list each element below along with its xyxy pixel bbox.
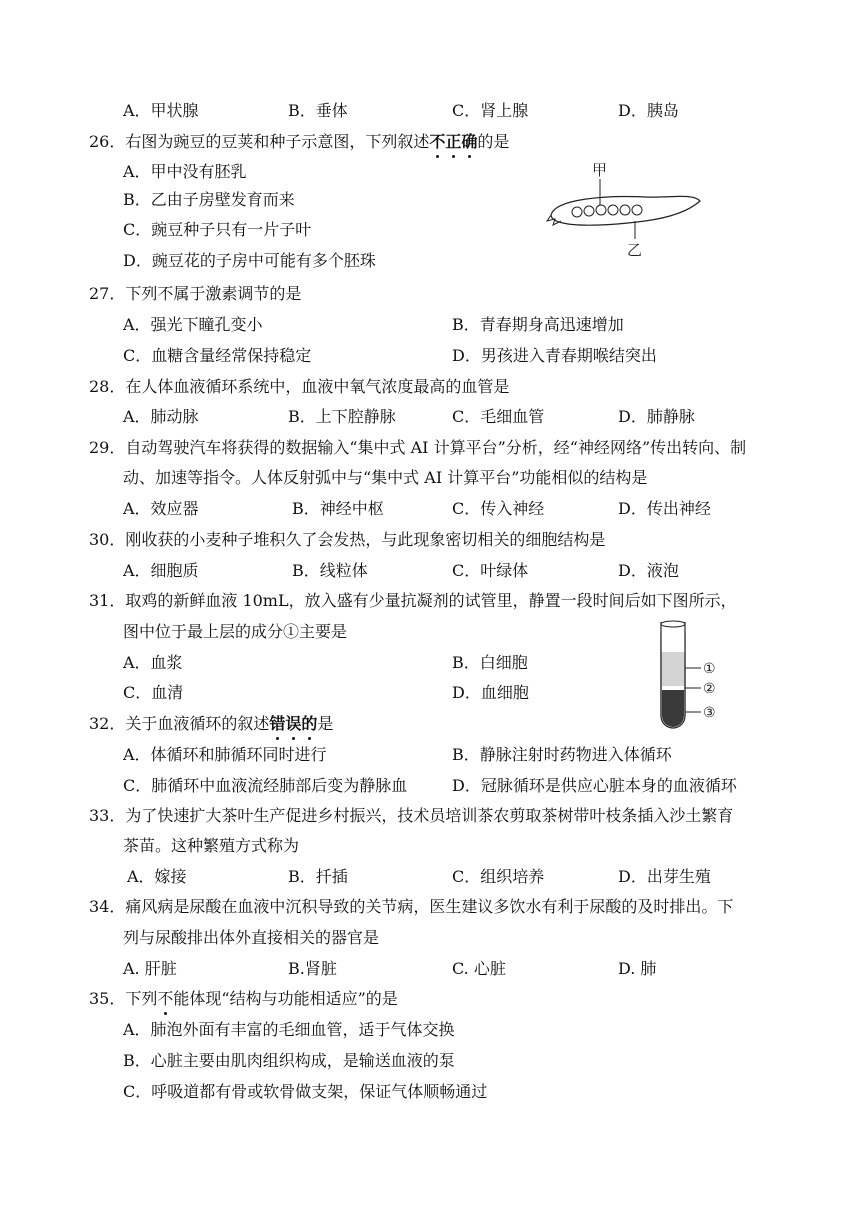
q26-option-c: C．豌豆种子只有一片子叶	[123, 220, 312, 239]
q29-option-c: C．传入神经	[452, 499, 545, 518]
q27-stem: 27．下列不属于激素调节的是	[89, 284, 302, 303]
q25-option-d: D．胰岛	[618, 101, 679, 120]
q34-option-a: A. 肝脏	[123, 959, 177, 978]
q25-option-b: B．垂体	[288, 101, 348, 120]
q26-stem-post: 的是	[477, 132, 510, 151]
q28-option-d: D．肺静脉	[618, 407, 695, 426]
q28-option-c: C．毛细血管	[452, 407, 545, 426]
q29-option-b: B．神经中枢	[292, 499, 384, 518]
label-1: ①	[703, 661, 716, 677]
q27-option-c: C．血糖含量经常保持稳定	[123, 346, 312, 365]
q35-stem-post: 能体现“结构与功能相适应”的是	[173, 989, 398, 1008]
q33-stem-line2: 茶苗。这种繁殖方式称为	[123, 836, 300, 855]
q26-option-d: D．豌豆花的子房中可能有多个胚珠	[123, 251, 376, 270]
q35-stem	[89, 989, 398, 1009]
q25-option-a: A．甲状腺	[123, 101, 199, 120]
q32-option-a: A．体循环和肺循环同时进行	[123, 745, 327, 764]
q35-option-b: B．心脏主要由肌肉组织构成，是输送血液的泵	[123, 1051, 455, 1070]
q29-stem-line1: 29．自动驾驶汽车将获得的数据输入“集中式 AI 计算平台”分析，经“神经网络”传出转向、制	[89, 438, 747, 457]
q30-stem: 30．刚收获的小麦种子堆积久了会发热，与此现象密切相关的细胞结构是	[89, 530, 606, 549]
q35-option-c: C．呼吸道都有骨或软骨做支架，保证气体顺畅通过	[123, 1082, 488, 1101]
q26-option-b: B．乙由子房壁发育而来	[123, 190, 295, 209]
label-3: ③	[703, 705, 716, 721]
q26-stem-pre: 26．右图为豌豆的豆荚和种子示意图，下列叙述	[89, 132, 430, 151]
q31-option-d: D．血细胞	[452, 683, 529, 702]
seed	[596, 205, 606, 215]
q34-stem-line1: 34．痛风病是尿酸在血液中沉积导致的关节病，医生建议多饮水有利于尿酸的及时排出。下	[89, 897, 734, 916]
emphasis-char: 不	[157, 989, 174, 1008]
q32-stem	[89, 714, 333, 734]
emphasis-char: 确	[461, 132, 478, 151]
q28-option-a: A．肺动脉	[123, 407, 199, 426]
q32-option-d: D．冠脉循环是供应心脏本身的血液循环	[452, 776, 737, 795]
q32-stem-post: 是	[317, 714, 334, 733]
q33-option-b: B．扦插	[288, 867, 348, 886]
emphasis-char: 的	[301, 714, 318, 733]
q26-option-a: A．甲中没有胚乳	[123, 162, 247, 181]
q27-option-a: A．强光下瞳孔变小	[123, 315, 263, 334]
q31-stem-line1: 31．取鸡的新鲜血液 10mL，放入盛有少量抗凝剂的试管里，静置一段时间后如下图所示，	[89, 591, 737, 610]
q30-option-a: A．细胞质	[123, 561, 199, 580]
q29-option-d: D．传出神经	[618, 499, 711, 518]
seed	[632, 205, 642, 215]
q32-emphasis	[269, 714, 317, 733]
emphasis-char: 误	[285, 714, 302, 733]
q33-option-a: A．嫁接	[127, 867, 187, 886]
seed	[620, 205, 630, 215]
layer-plasma	[662, 652, 684, 686]
q29-stem-line2: 动、加速等指令。人体反射弧中与“集中式 AI 计算平台”功能相似的结构是	[123, 468, 648, 487]
label-jia: 甲	[592, 161, 608, 179]
q26-stem	[89, 132, 509, 152]
q25-option-c: C．肾上腺	[452, 101, 529, 120]
q35-option-a: A．肺泡外面有丰富的毛细血管，适于气体交换	[123, 1020, 455, 1039]
label-yi: 乙	[627, 241, 643, 259]
q30-option-d: D．液泡	[618, 561, 679, 580]
pea-pod-figure	[545, 155, 710, 265]
q34-option-b: B.肾脏	[288, 959, 337, 978]
q29-option-a: A．效应器	[123, 499, 199, 518]
seed	[608, 205, 618, 215]
label-2: ②	[703, 681, 716, 697]
q31-stem-line2: 图中位于最上层的成分①主要是	[123, 622, 348, 641]
q32-option-b: B．静脉注射时药物进入体循环	[452, 745, 672, 764]
q30-option-b: B．线粒体	[292, 561, 368, 580]
q31-option-a: A．血浆	[123, 653, 183, 672]
q28-stem: 28．在人体血液循环系统中，血液中氧气浓度最高的血管是	[89, 377, 510, 396]
q32-stem-pre: 32．关于血液循环的叙述	[89, 714, 270, 733]
q27-option-d: D．男孩进入青春期喉结突出	[452, 346, 657, 365]
q34-stem-line2: 列与尿酸排出体外直接相关的器官是	[123, 928, 380, 947]
seed	[584, 206, 594, 216]
q34-option-d: D. 肺	[618, 959, 657, 978]
q34-option-c: C. 心脏	[452, 959, 506, 978]
seed	[572, 207, 582, 217]
emphasis-char: 错	[269, 714, 286, 733]
emphasis-char: 正	[445, 132, 462, 151]
emphasis-char: 不	[429, 132, 446, 151]
q35-stem-pre: 35．下列	[89, 989, 158, 1008]
q27-option-b: B．青春期身高迅速增加	[452, 315, 624, 334]
q33-option-d: D．出芽生殖	[618, 867, 711, 886]
q32-option-c: C．肺循环中血液流经肺部后变为静脉血	[123, 776, 408, 795]
q31-option-c: C．血清	[123, 683, 184, 702]
q26-emphasis	[429, 132, 477, 151]
layer-white-cells	[662, 686, 684, 690]
q28-option-b: B．上下腔静脉	[288, 407, 396, 426]
q31-option-b: B．白细胞	[452, 653, 528, 672]
q30-option-c: C．叶绿体	[452, 561, 529, 580]
q33-option-c: C．组织培养	[452, 867, 545, 886]
layer-red-cells	[662, 690, 684, 727]
test-tube-figure	[655, 618, 735, 736]
q33-stem-line1: 33．为了快速扩大茶叶生产促进乡村振兴，技术员培训茶农剪取茶树带叶枝条插入沙土繁育	[89, 806, 734, 825]
